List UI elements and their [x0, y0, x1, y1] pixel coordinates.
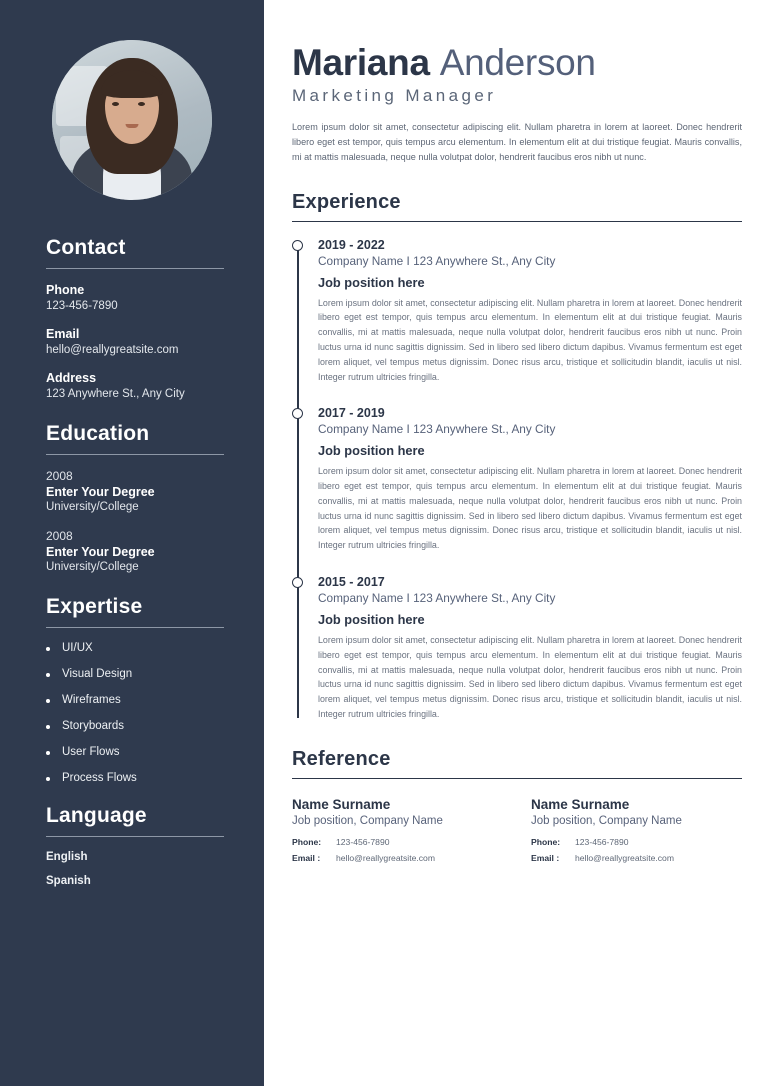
- reference-phone-value: 123-456-7890: [575, 836, 629, 847]
- education-section: [0, 422, 264, 573]
- reference-email-label: Email :: [531, 852, 560, 863]
- timeline-dot-icon: [292, 408, 303, 419]
- experience-title: Job position here: [318, 274, 425, 290]
- education-divider: [46, 454, 224, 455]
- education-heading: Education: [46, 422, 150, 445]
- reference-phone-label: Phone:: [292, 836, 322, 847]
- experience-company: Company Name I 123 Anywhere St., Any City: [318, 591, 556, 605]
- education-school: University/College: [46, 501, 139, 513]
- reference-email-line: [292, 853, 503, 863]
- education-degree: Enter Your Degree: [46, 485, 155, 499]
- reference-phone-line: [292, 837, 503, 847]
- experience-description: Lorem ipsum dolor sit amet, consectetur adipiscing elit. Nullam pharetra in lorem at laoreet. Donec hendrerit libero eget est tempor, quis tempus arcu elementum. In elementum elit at dui tristique feugiat. Mauris convallis, mi at mattis malesuada, neque nulla volutpat dolor, hendrerit faucibus eros nibh ut nunc. Proin luctus urna id nunc sagittis dignissim. Sed in libero sed libero dictum dapibus. Vivamus fermentum est eget lorem aliquet, vel tempus metus dignissim. Donec risus arcu, tristique et sollicitudin blandit, iaculis ut nisl. Integer rutrum ultricies fringilla.: [318, 297, 742, 382]
- reference-email-value: hello@reallygreatsite.com: [575, 852, 675, 863]
- reference-phone-label: Phone:: [531, 836, 561, 847]
- list-item: Visual Design: [46, 668, 224, 680]
- contact-value-email: hello@reallygreatsite.com: [46, 344, 179, 356]
- reference-grid: [292, 797, 742, 869]
- experience-years: 2017 - 2019: [318, 406, 385, 421]
- expertise-divider: [46, 627, 224, 628]
- reference-phone-value: 123-456-7890: [336, 836, 390, 847]
- reference-name: Name Surname: [531, 796, 630, 812]
- avatar-eye-right: [138, 102, 145, 106]
- avatar-mouth: [126, 124, 139, 128]
- list-item: Storyboards: [46, 720, 224, 732]
- experience-divider: [292, 221, 742, 222]
- experience-item: [318, 238, 742, 385]
- main-content: [264, 0, 768, 1086]
- contact-value-phone: 123-456-7890: [46, 300, 118, 312]
- contact-section: [0, 236, 264, 400]
- education-year: 2008: [46, 529, 73, 543]
- education-item: [46, 469, 224, 513]
- page-title: [292, 44, 742, 82]
- last-name: Anderson: [439, 42, 596, 83]
- expertise-list: [46, 642, 224, 784]
- reference-item: [531, 797, 742, 869]
- education-item: [46, 529, 224, 573]
- list-item: UI/UX: [46, 642, 224, 654]
- contact-item-email: [46, 327, 224, 356]
- expertise-heading: Expertise: [46, 595, 143, 618]
- list-item: User Flows: [46, 746, 224, 758]
- experience-description: Lorem ipsum dolor sit amet, consectetur adipiscing elit. Nullam pharetra in lorem at laoreet. Donec hendrerit libero eget est tempor, quis tempus arcu elementum. In elementum elit at dui tristique feugiat. Mauris convallis, mi at mattis malesuada, neque nulla volutpat dolor, hendrerit faucibus eros nibh ut nunc. Proin luctus urna id nunc sagittis dignissim. Sed in libero sed libero dictum dapibus. Vivamus fermentum est eget lorem aliquet, vel tempus metus dignissim. Donec risus arcu, tristique et sollicitudin blandit, iaculis ut nisl. Integer rutrum ultricies fringilla.: [318, 466, 742, 551]
- contact-divider: [46, 268, 224, 269]
- language-section: [0, 804, 264, 887]
- education-year: 2008: [46, 469, 73, 483]
- avatar-eye-left: [112, 102, 119, 106]
- timeline-dot-icon: [292, 577, 303, 588]
- contact-label-address: Address: [46, 371, 97, 385]
- reference-role: Job position, Company Name: [292, 814, 443, 827]
- first-name: Mariana: [292, 42, 430, 83]
- language-divider: [46, 836, 224, 837]
- experience-item: [318, 575, 742, 722]
- education-school: University/College: [46, 561, 139, 573]
- contact-item-phone: [46, 283, 224, 312]
- reference-heading: Reference: [292, 747, 391, 770]
- list-item: Wireframes: [46, 694, 224, 706]
- experience-title: Job position here: [318, 443, 425, 459]
- reference-email-value: hello@reallygreatsite.com: [336, 852, 436, 863]
- avatar: [52, 40, 212, 200]
- experience-timeline: [292, 238, 742, 722]
- experience-company: Company Name I 123 Anywhere St., Any City: [318, 422, 556, 437]
- list-item: Process Flows: [46, 772, 224, 784]
- reference-name: Name Surname: [292, 796, 391, 812]
- sidebar: [0, 0, 264, 1086]
- language-item: English: [46, 851, 88, 863]
- timeline-dot-icon: [292, 240, 303, 251]
- contact-label-phone: Phone: [46, 283, 85, 297]
- job-role-subtitle: Marketing Manager: [292, 86, 497, 106]
- experience-title: Job position here: [318, 612, 425, 627]
- language-item: Spanish: [46, 875, 91, 887]
- avatar-container: [0, 0, 264, 200]
- expertise-section: [0, 595, 264, 784]
- contact-item-address: [46, 371, 224, 400]
- experience-years: 2015 - 2017: [318, 575, 385, 589]
- profile-summary: Lorem ipsum dolor sit amet, consectetur adipiscing elit. Nullam pharetra in lorem at laoreet. Donec hendrerit libero eget est tempor, quis tempus arcu elementum. In elementum elit at dui tristique feugiat. Mauris convallis, mi at mattis malesuada, neque nulla volutpat dolor, hendrerit faucibus eros nibh ut nunc.: [292, 122, 742, 162]
- experience-item: [318, 406, 742, 553]
- contact-value-address: 123 Anywhere St., Any City: [46, 388, 185, 400]
- contact-heading: Contact: [46, 236, 126, 259]
- contact-label-email: Email: [46, 327, 80, 341]
- experience-company: Company Name I 123 Anywhere St., Any City: [318, 253, 556, 268]
- experience-heading: Experience: [292, 190, 401, 213]
- education-degree: Enter Your Degree: [46, 545, 155, 559]
- reference-role: Job position, Company Name: [531, 814, 682, 827]
- experience-description: Lorem ipsum dolor sit amet, consectetur adipiscing elit. Nullam pharetra in lorem at laoreet. Donec hendrerit libero eget est tempor, quis tempus arcu elementum. In elementum elit at dui tristique feugiat. Mauris convallis, mi at mattis malesuada, neque nulla volutpat dolor, hendrerit faucibus eros nibh ut nunc. Proin luctus urna id nunc sagittis dignissim. Sed in libero sed libero dictum dapibus. Vivamus fermentum est eget lorem aliquet, vel tempus metus dignissim. Donec risus arcu, tristique et sollicitudin blandit, iaculis ut nisl. Integer rutrum ultricies fringilla.: [318, 635, 742, 719]
- reference-email-label: Email :: [292, 852, 321, 863]
- reference-phone-line: [531, 837, 742, 847]
- reference-item: [292, 797, 503, 869]
- language-heading: Language: [46, 804, 147, 827]
- reference-divider: [292, 778, 742, 779]
- reference-email-line: [531, 853, 742, 863]
- experience-years: 2019 - 2022: [318, 237, 385, 252]
